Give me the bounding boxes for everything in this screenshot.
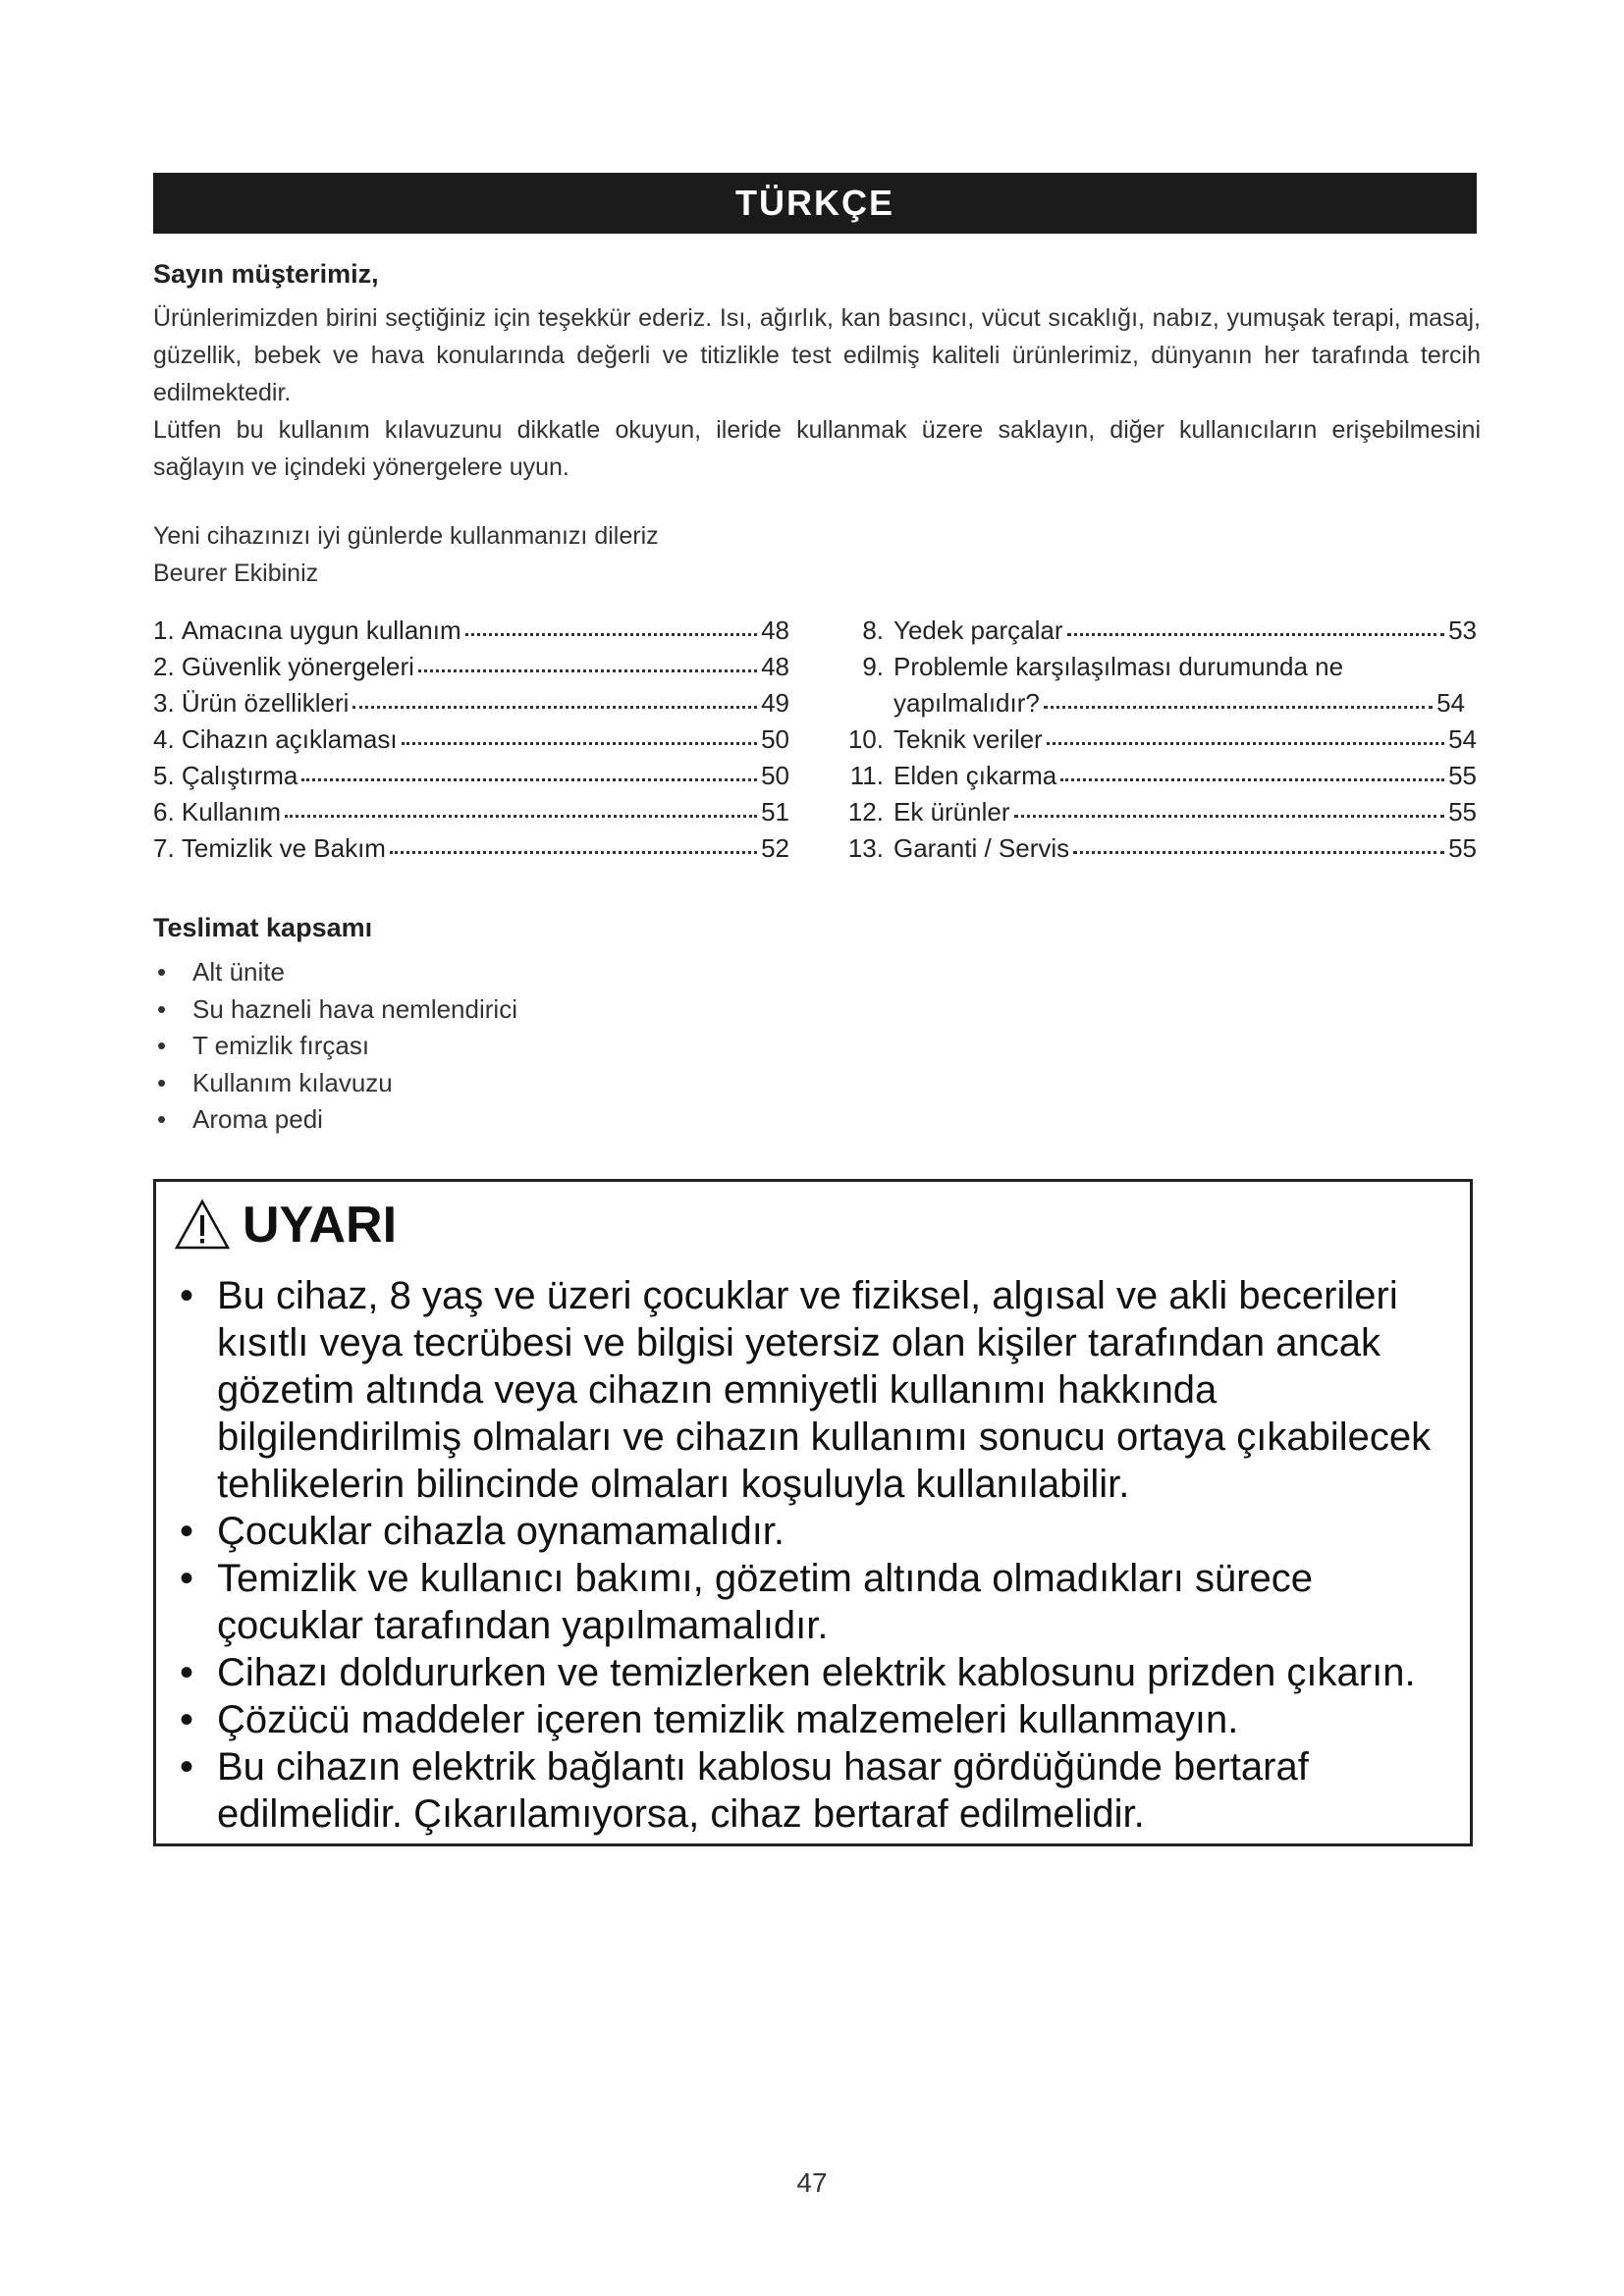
- toc-entry[interactable]: [153, 797, 789, 833]
- warning-title: UYARI: [243, 1197, 398, 1254]
- toc-entry[interactable]: [837, 724, 1477, 761]
- warning-item: • Çocuklar cihazla oynamamalıdır.: [170, 1508, 1468, 1555]
- toc-leader: [465, 633, 757, 636]
- intro-paragraph: Lütfen bu kullanım kılavuzunu dikkatle okuyun, ileride kullanmak üzere saklayın, diğer kullanıcıların erişebilmesini sağlayın ve içindeki yönergelere uyun.: [153, 416, 1481, 481]
- toc-entry[interactable]: [837, 615, 1477, 652]
- toc-page: 54: [1436, 688, 1465, 718]
- toc-title: Amacına uygun kullanım: [181, 615, 461, 645]
- toc-page: 55: [1448, 761, 1477, 790]
- list-item-text: Aroma pedi: [192, 1104, 323, 1134]
- toc-number: 1.: [153, 615, 175, 645]
- toc-number: 9.: [862, 652, 884, 681]
- toc-page: 48: [761, 652, 789, 681]
- toc-title: Garanti / Servis: [893, 833, 1070, 863]
- toc-title: Ürün özellikleri: [181, 688, 350, 718]
- toc-number: 10.: [847, 724, 884, 754]
- list-item: [153, 1101, 517, 1139]
- toc-entry[interactable]: [837, 652, 1477, 688]
- bullet-icon: •: [157, 1031, 167, 1060]
- toc-entry[interactable]: [153, 688, 789, 724]
- toc-entry[interactable]: [153, 761, 789, 797]
- toc-leader: [1073, 851, 1444, 854]
- bullet-icon: •: [157, 1067, 167, 1097]
- toc-leader: [352, 706, 757, 709]
- toc-title: Kullanım: [181, 797, 282, 827]
- toc-page: 55: [1448, 797, 1477, 827]
- toc-number: 8.: [862, 615, 884, 645]
- toc-page: 52: [761, 833, 789, 863]
- toc-page: 54: [1448, 724, 1477, 754]
- signature-line: Beurer Ekibiniz: [153, 560, 319, 587]
- toc-entry[interactable]: [837, 797, 1477, 833]
- toc-number: 13.: [847, 833, 884, 863]
- toc-title: Yedek parçalar: [893, 615, 1063, 645]
- toc-title: Elden çıkarma: [893, 761, 1057, 790]
- toc-number: 2.: [153, 652, 175, 681]
- toc-entry[interactable]: [837, 761, 1477, 797]
- intro-paragraph: Ürünlerimizden birini seçtiğiniz için teşekkür ederiz. Isı, ağırlık, kan basıncı, vücut sıcaklığı, nabız, yumuşak terapi, masaj, güzellik, bebek ve hava konularında değerli ve titizlikle test edilmiş kaliteli ürünlerimiz, dünyanın her tarafında tercih edilmektedir.: [153, 304, 1481, 406]
- table-of-contents-left: [153, 615, 789, 870]
- toc-entry[interactable]: [153, 724, 789, 761]
- toc-page: 55: [1448, 833, 1477, 863]
- toc-number: 12.: [847, 797, 884, 827]
- warning-item: • Temizlik ve kullanıcı bakımı, gözetim altında olmadıkları sürece çocuklar tarafından yapılmamalıdır.: [170, 1555, 1468, 1649]
- toc-page: 48: [761, 615, 789, 645]
- list-item-text: Kullanım kılavuzu: [192, 1067, 393, 1097]
- toc-title-continuation: yapılmalıdır?: [893, 688, 1040, 718]
- toc-leader: [1060, 778, 1444, 781]
- toc-title: Çalıştırma: [181, 761, 298, 790]
- toc-number: 4.: [153, 724, 175, 754]
- toc-title: Temizlik ve Bakım: [181, 833, 386, 863]
- toc-leader: [1044, 706, 1433, 709]
- warning-header: [174, 1196, 397, 1255]
- toc-page: 50: [761, 761, 789, 790]
- toc-title: Problemle karşılaşılması durumunda ne: [893, 652, 1344, 681]
- list-item: [153, 1065, 517, 1102]
- toc-entry[interactable]: [153, 833, 789, 870]
- toc-number: 5.: [153, 761, 175, 790]
- toc-leader: [1047, 742, 1444, 745]
- bullet-icon: •: [157, 993, 167, 1024]
- toc-title: Güvenlik yönergeleri: [181, 652, 414, 681]
- toc-leader: [1014, 815, 1445, 818]
- toc-number: 7.: [153, 833, 175, 863]
- toc-number: 6.: [153, 797, 175, 827]
- toc-leader: [390, 851, 757, 854]
- list-item-text: Alt ünite: [192, 957, 285, 987]
- delivery-scope-list: [153, 954, 517, 1139]
- language-header: TÜRKÇE: [153, 173, 1477, 234]
- toc-entry-continuation[interactable]: [837, 688, 1477, 724]
- toc-entry[interactable]: [153, 615, 789, 652]
- toc-page: 51: [761, 797, 789, 827]
- greeting-heading: Sayın müşterimiz,: [153, 259, 379, 289]
- intro-text: [153, 299, 1481, 486]
- toc-entry[interactable]: [837, 833, 1477, 870]
- toc-leader: [285, 815, 757, 818]
- list-item-text: Su hazneli hava nemlendirici: [192, 993, 517, 1024]
- wishes-line: Yeni cihazınızı iyi günlerde kullanmanızı dileriz: [153, 522, 659, 550]
- warning-triangle-icon: [174, 1199, 231, 1252]
- list-item-text: T emizlik fırçası: [192, 1031, 370, 1060]
- page-number: 47: [796, 2167, 828, 2198]
- toc-number: 11.: [849, 761, 884, 790]
- list-item: [153, 991, 517, 1029]
- toc-title: Teknik veriler: [893, 724, 1043, 754]
- delivery-scope-heading: Teslimat kapsamı: [153, 913, 373, 942]
- list-item: [153, 954, 517, 991]
- toc-page: 53: [1448, 615, 1477, 645]
- bullet-icon: •: [157, 957, 167, 987]
- warning-item: • Cihazı doldururken ve temizlerken elektrik kablosunu prizden çıkarın.: [170, 1649, 1468, 1696]
- warning-item: • Bu cihaz, 8 yaş ve üzeri çocuklar ve fiziksel, algısal ve akli becerileri kısıtlı veya tecrübesi ve bilgisi yetersiz olan kişiler tarafından ancak gözetim altında veya cihazın emniyetli kullanımı hakkında bilgilendirilmiş olmaları ve cihazın kullanımı sonucu ortaya çıkabilecek tehlikelerin bilincinde olmaları koşuluyla kullanılabilir.: [170, 1272, 1468, 1508]
- warning-item: • Çözücü maddeler içeren temizlik malzemeleri kullanmayın.: [170, 1696, 1468, 1743]
- toc-page: 49: [761, 688, 789, 718]
- toc-leader: [402, 742, 758, 745]
- toc-leader: [1067, 633, 1445, 636]
- toc-entry[interactable]: [153, 652, 789, 688]
- warning-box: [153, 1179, 1473, 1846]
- closing-wishes: [153, 517, 659, 592]
- toc-leader: [301, 778, 757, 781]
- toc-title: Cihazın açıklaması: [181, 724, 398, 754]
- warning-list: [170, 1272, 1468, 1838]
- table-of-contents-right: [837, 615, 1477, 870]
- toc-leader: [418, 669, 757, 672]
- list-item: [153, 1028, 517, 1065]
- toc-title: Ek ürünler: [893, 797, 1010, 827]
- warning-item: • Bu cihazın elektrik bağlantı kablosu hasar gördüğünde bertaraf edilmelidir. Çıkarılamıyorsa, cihaz bertaraf edilmelidir.: [170, 1743, 1468, 1838]
- bullet-icon: •: [157, 1104, 167, 1134]
- toc-page: 50: [761, 724, 789, 754]
- toc-number: 3.: [153, 688, 175, 718]
